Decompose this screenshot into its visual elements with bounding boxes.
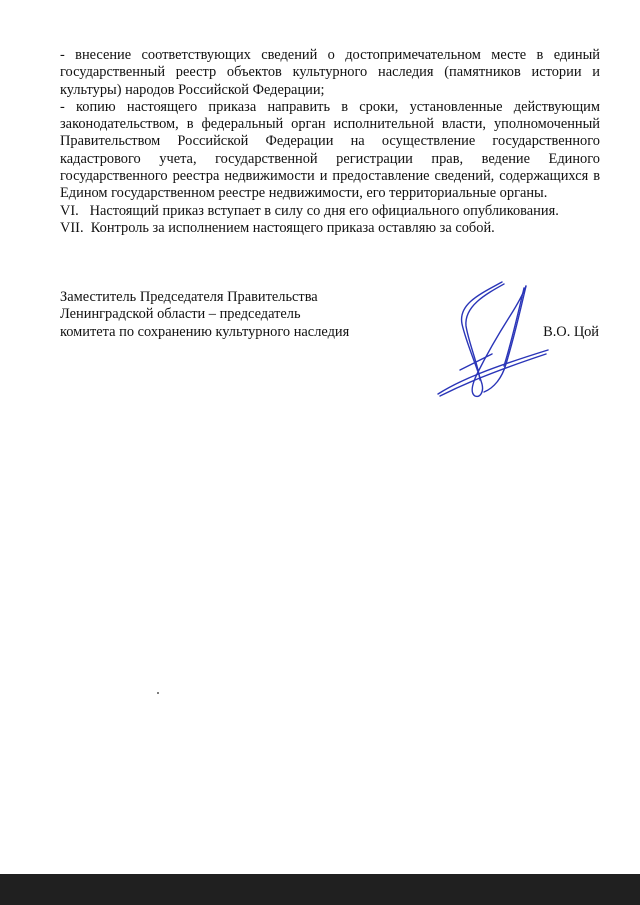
signer-name: В.О. Цой xyxy=(543,323,599,340)
signature-strokes xyxy=(438,282,548,396)
paragraph-copy-distribution: - копию настоящего приказа направить в сроки, установленные действующим законодательством, в федеральный орган исполнительной власти, уполномоченный Правительством Российской Федерации на осуществление государственного кадастрового учета, государственной регистрации прав, ведение Единого государственного реестра недвижимости и предоставление сведений, содержащихся в Едином государственном реестре недвижимости, его территориальные органы. xyxy=(60,98,600,202)
signer-title-line-1: Заместитель Председателя Правительства xyxy=(60,289,318,305)
signer-title-line-2: Ленинградской области – председатель xyxy=(60,306,301,323)
numbered-item-vii: VII. Контроль за исполнением настоящего приказа оставляю за собой. xyxy=(60,219,495,236)
scan-speck xyxy=(157,692,159,694)
scan-bottom-edge xyxy=(0,874,640,905)
signer-title-line-3: комитета по сохранению культурного наследия xyxy=(60,323,350,340)
paragraph-registry-entry: - внесение соответствующих сведений о достопримечательном месте в единый государственный реестр объектов культурного наследия (памятников истории и культуры) народов Российской Федерации; xyxy=(60,47,600,98)
document-body xyxy=(60,47,600,237)
numbered-item-vi: VI. Настоящий приказ вступает в силу со дня его официального опубликования. xyxy=(60,202,559,219)
handwritten-signature xyxy=(420,272,560,412)
